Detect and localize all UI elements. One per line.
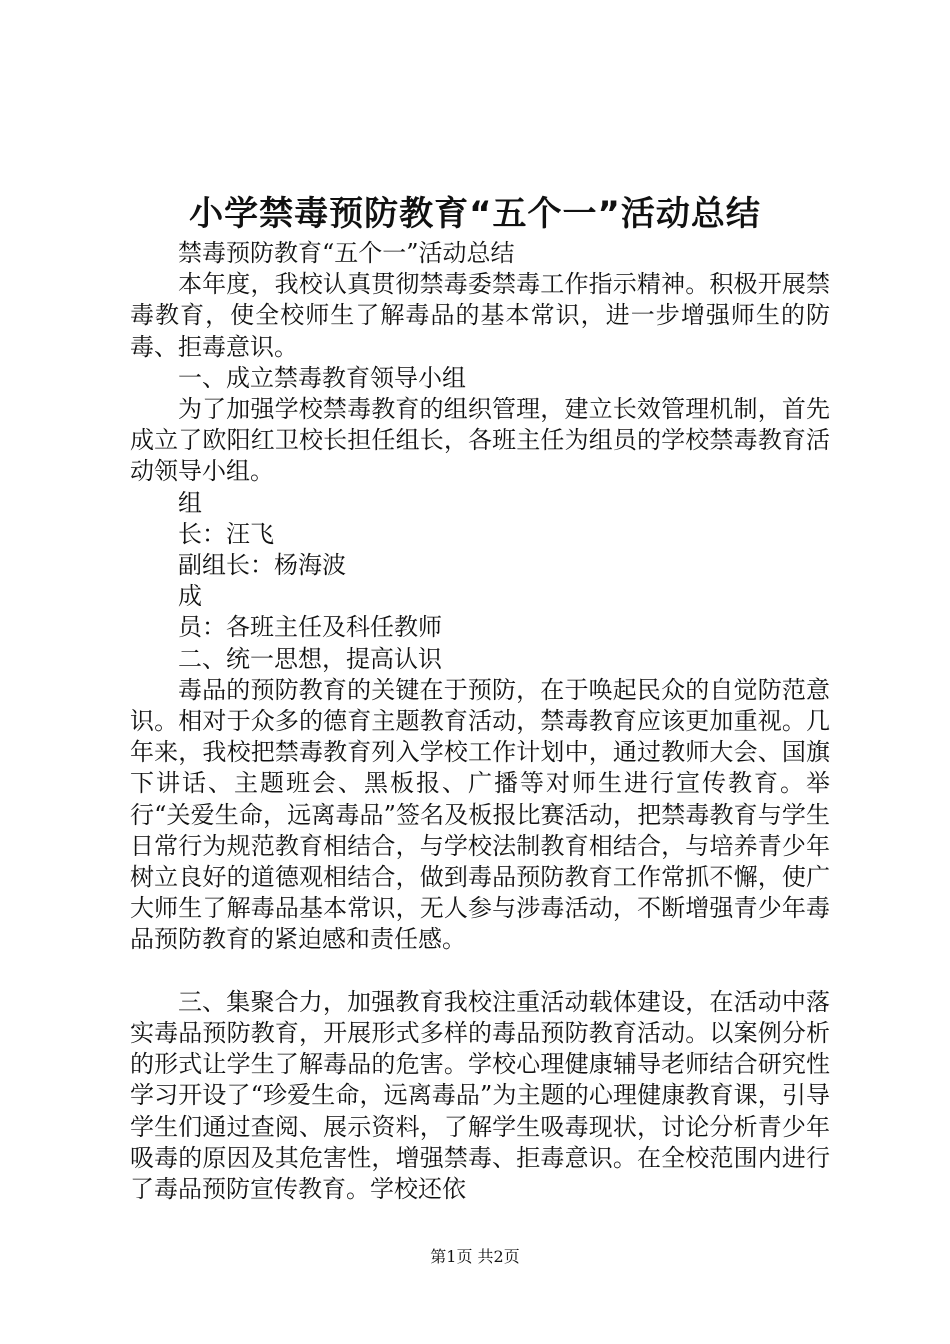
- page-indicator: 第1页 共2页: [430, 1247, 520, 1266]
- member-line: 长：汪飞: [178, 519, 274, 548]
- intro-paragraph: 本年度，我校认真贯彻禁毒委禁毒工作指示精神。积极开展禁毒教育，使全校师生了解毒品的基本常识，进一步增强师生的防毒、拒毒意识。: [130, 270, 830, 361]
- document-title: 小学禁毒预防教育“五个一”活动总结: [189, 194, 761, 234]
- section-heading-1: 一、成立禁毒教育领导小组: [178, 363, 466, 392]
- member-line: 成: [178, 582, 202, 611]
- member-line: 组: [178, 488, 202, 517]
- member-line: 员：各班主任及科任教师: [178, 613, 442, 642]
- subtitle-paragraph: 禁毒预防教育“五个一”活动总结: [178, 239, 515, 267]
- member-line: 副组长：杨海波: [178, 551, 346, 580]
- body-paragraph: 毒品的预防教育的关键在于预防，在于唤起民众的自觉防范意识。相对于众多的德育主题教育活动，禁毒教育应该更加重视。几年来，我校把禁毒教育列入学校工作计划中，通过教师大会、国旗下讲话、主题班会、黑板报、广播等对师生进行宣传教育。举行“关爱生命，远离毒品”签名及板报比赛活动，把禁毒教育与学生日常行为规范教育相结合，与学校法制教育相结合，与培养青少年树立良好的道德观相结合，做到毒品预防教育工作常抓不懈，使广大师生了解毒品基本常识，无人参与涉毒活动，不断增强青少年毒品预防教育的紧迫感和责任感。: [130, 675, 830, 954]
- document-body: [130, 238, 830, 1205]
- section-paragraph-3: 三、集聚合力，加强教育我校注重活动载体建设，在活动中落实毒品预防教育，开展形式多样的毒品预防教育活动。以案例分析的形式让学生了解毒品的危害。学校心理健康辅导老师结合研究性学习开设了“珍爱生命，远离毒品”为主题的心理健康教育课，引导学生们通过查阅、展示资料，了解学生吸毒现状，讨论分析青少年吸毒的原因及其危害性，增强禁毒、拒毒意识。在全校范围内进行了毒品预防宣传教育。学校还依: [130, 987, 830, 1204]
- body-paragraph: 为了加强学校禁毒教育的组织管理，建立长效管理机制，首先成立了欧阳红卫校长担任组长，各班主任为组员的学校禁毒教育活动领导小组。: [130, 395, 830, 486]
- section-heading-2: 二、统一思想，提高认识: [178, 644, 442, 673]
